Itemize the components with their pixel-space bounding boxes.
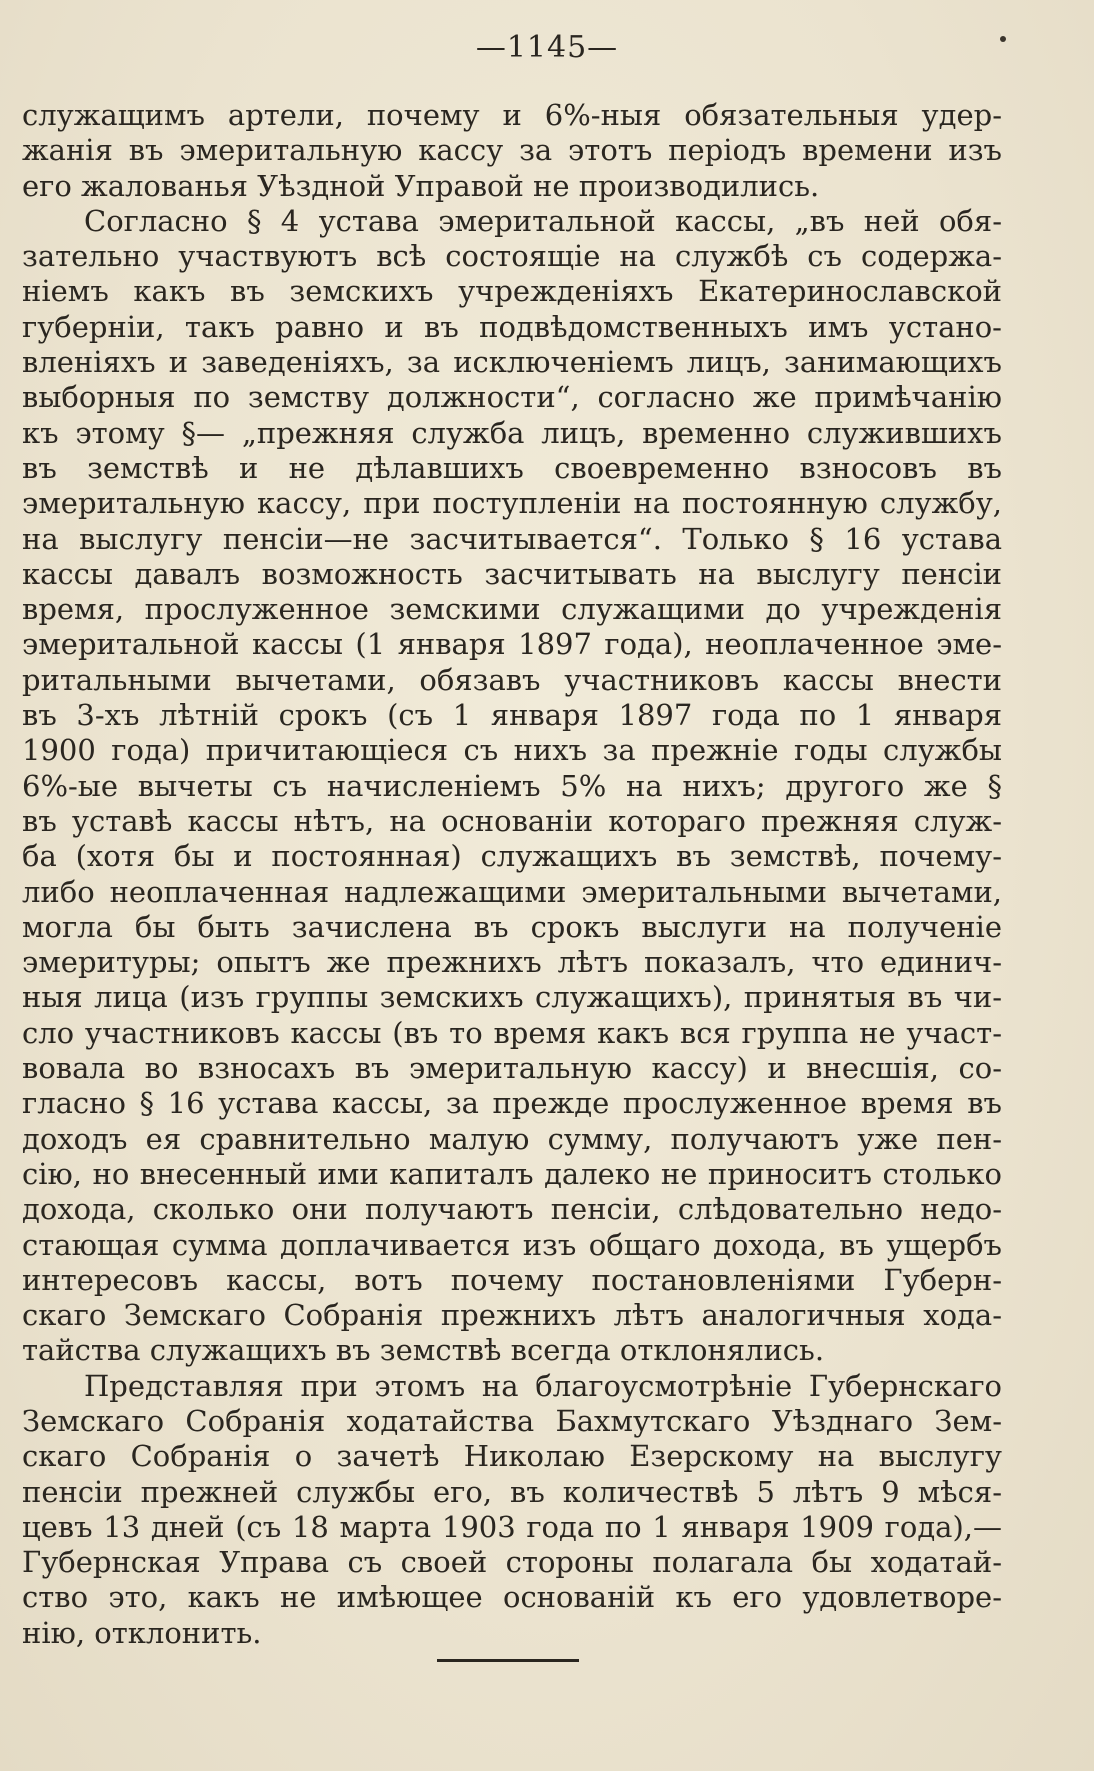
text-line: либо неоплаченная надлежащими эмеритальными вычетами, [22,874,1002,909]
text-line: эмеритальную кассу, при поступленіи на постоянную службу, [22,486,1002,521]
text-line: скаго Земскаго Собранія прежнихъ лѣтъ аналогичныя хода- [22,1298,1002,1333]
text-line: тайства служащихъ въ земствѣ всегда отклонялись. [22,1333,825,1368]
text-line: губерніи, такъ равно и въ подвѣдомственныхъ имъ устано- [22,309,1002,344]
text-line: выборныя по земству должности“, согласно же примѣчанію [22,380,1002,415]
text-line: время, прослуженное земскими служащими до учрежденія [22,592,1002,627]
text-line: кассы давалъ возможность засчитывать на выслугу пенсіи [22,556,1002,591]
text-line: 1900 года) причитающіеся съ нихъ за прежніе годы службы [22,733,1002,768]
text-line: стающая сумма доплачивается изъ общаго дохода, въ ущербъ [22,1227,1002,1262]
text-line: въ 3-хъ лѣтній срокъ (съ 1 января 1897 года по 1 января [22,698,1002,733]
body-text [22,98,1002,1651]
text-line: къ этому §— „прежняя служба лицъ, временно служившихъ [22,415,1002,450]
text-line: вовала во взносахъ въ эмеритальную кассу) и внесшія, со- [22,1051,1002,1086]
text-line: въ уставѣ кассы нѣтъ, на основаніи котораго прежняя служ- [22,803,1002,838]
text-line: 6%-ые вычеты съ начисленіемъ 5% на нихъ; другого же § [22,768,1002,803]
text-line: ритальными вычетами, обязавъ участниковъ кассы внести [22,662,1002,697]
text-line: могла бы быть зачислена въ срокъ выслуги на полученіе [22,909,1002,944]
text-line: Земскаго Собранія ходатайства Бахмутскаго Уѣзднаго Зем- [22,1403,1002,1438]
text-line: цевъ 13 дней (съ 18 марта 1903 года по 1 января 1909 года),— [22,1509,1002,1544]
paragraph-2 [22,204,1002,1369]
page-number: —1145— [475,30,619,65]
paragraph-1 [22,98,1002,204]
text-line: ныя лица (изъ группы земскихъ служащихъ), принятыя въ чи- [22,980,1002,1015]
text-line: скаго Собранія о зачетѣ Николаю Езерскому на выслугу [22,1439,1002,1474]
text-line: Согласно § 4 устава эмеритальной кассы, „въ ней обя- [84,203,1002,238]
text-line: ба (хотя бы и постоянная) служащихъ въ земствѣ, почему- [22,839,1002,874]
text-line: эмеритуры; опытъ же прежнихъ лѣтъ показалъ, что единич- [22,945,1002,980]
text-line: сію, но внесенный ими капиталъ далеко не приноситъ столько [22,1156,1002,1191]
text-line: въ земствѣ и не дѣлавшихъ своевременно взносовъ въ [22,450,1002,485]
text-line: жанія въ эмеритальную кассу за этотъ періодъ времени изъ [22,133,1002,168]
text-line: его жалованья Уѣздной Управой не производились. [22,168,820,203]
paragraph-3 [22,1369,1002,1651]
text-line: пенсіи прежней службы его, въ количествѣ 5 лѣтъ 9 мѣся- [22,1474,1002,1509]
text-line: гласно § 16 устава кассы, за прежде прослуженное время въ [22,1086,1002,1121]
ink-dot [1000,36,1006,42]
text-line: зательно участвуютъ всѣ состоящіе на службѣ съ содержа- [22,239,1002,274]
text-line: ство это, какъ не имѣющее основаній къ его удовлетворе- [22,1580,1002,1615]
text-line: Губернская Управа съ своей стороны полагала бы ходатай- [22,1545,1002,1580]
text-line: интересовъ кассы, вотъ почему постановленіями Губерн- [22,1262,1002,1297]
text-line: дохода, сколько они получаютъ пенсіи, слѣдовательно недо- [22,1192,1002,1227]
text-line: Представляя при этомъ на благоусмотрѣніе Губернскаго [84,1368,1002,1403]
text-line: эмеритальной кассы (1 января 1897 года), неоплаченное эме- [22,627,1002,662]
text-line: сло участниковъ кассы (въ то время какъ вся группа не участ- [22,1015,1002,1050]
text-line: ніемъ какъ въ земскихъ учрежденіяхъ Екатеринославской [22,274,1002,309]
text-line: нію, отклонить. [22,1615,262,1650]
text-line: на выслугу пенсіи—не засчитывается“. Только § 16 устава [22,521,1002,556]
text-line: доходъ ея сравнительно малую сумму, получаютъ уже пен- [22,1121,1002,1156]
text-line: служащимъ артели, почему и 6%-ныя обязательныя удер- [22,98,1002,132]
section-divider [437,1659,579,1662]
text-line: вленіяхъ и заведеніяхъ, за исключеніемъ лицъ, занимающихъ [22,345,1002,380]
